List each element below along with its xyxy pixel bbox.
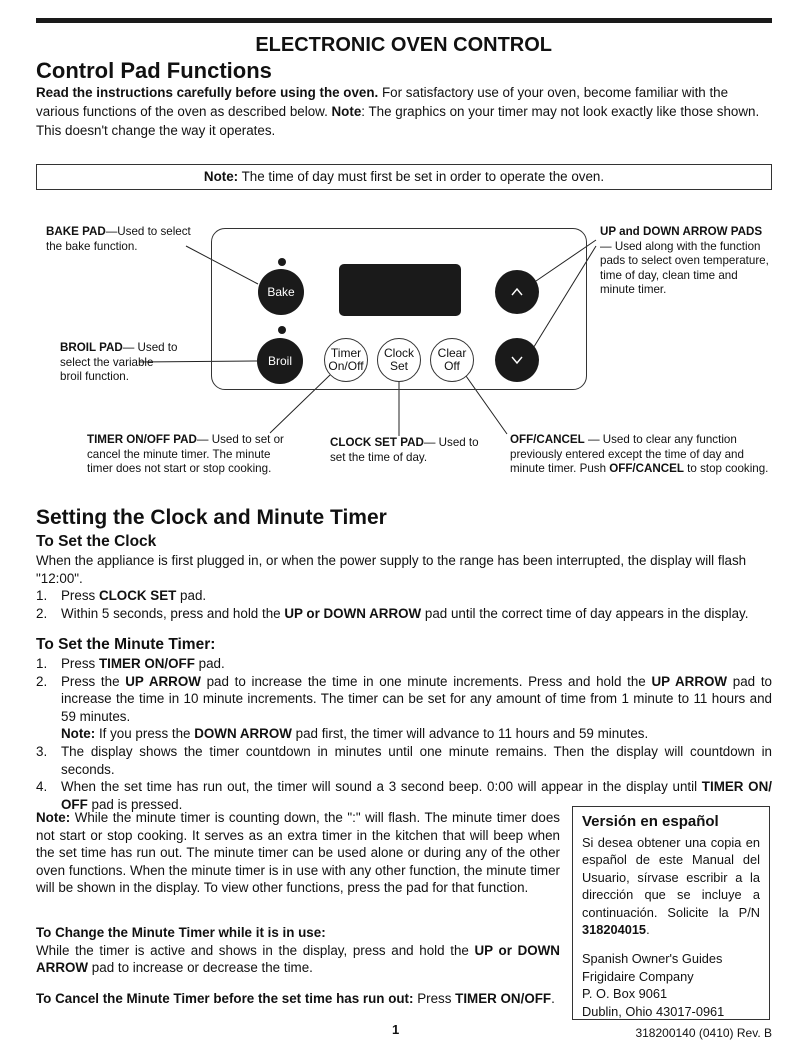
- bake-indicator-light: [278, 258, 286, 266]
- spanish-address-line-4: Dublin, Ohio 43017-0961: [582, 1003, 725, 1019]
- clock-step-1-pre: Press: [61, 588, 99, 604]
- clock-step-2-num: 2.: [36, 605, 48, 621]
- callout-bake: [46, 225, 196, 254]
- callout-arrows: [600, 225, 772, 298]
- clear-off-pad[interactable]: [430, 338, 474, 382]
- timer-step-4-post: pad is pressed.: [87, 796, 183, 812]
- timer-step-2-note-bold: DOWN ARROW: [194, 726, 292, 742]
- callout-timer-text: — Used to set or cancel the minute timer. The minute timer does not start or stop cooking.: [87, 433, 284, 476]
- callout-arrow-text: — Used along with the function pads to select oven temperature, time of day, clean time and minute timer.: [600, 239, 769, 297]
- callout-off-label-2: OFF/CANCEL: [609, 462, 684, 476]
- broil-pad-label: Broil: [267, 354, 292, 368]
- note-paragraph-label: Note:: [36, 810, 71, 825]
- timer-step-1-post: pad.: [194, 656, 225, 671]
- timer-step-3: [36, 743, 772, 778]
- timer-pad-line2: On/Off: [328, 359, 364, 373]
- cancel-timer-section: [36, 990, 566, 1008]
- callout-broil: [60, 341, 178, 385]
- up-arrow-pad[interactable]: [495, 270, 539, 314]
- set-clock-section: [36, 552, 772, 622]
- spanish-text: [582, 834, 760, 938]
- timer-step-2-mid: pad to increase the time in one minute increments. Press and hold the: [200, 673, 652, 689]
- timer-step-4-bold: TIMER ON/ OFF: [61, 779, 772, 812]
- note-paragraph-text: While the minute timer is counting down, the ":" will flash. The minute timer does not start or stop cooking. It serves as an extra timer in the kitchen that will beep when the set time has run out. The minute timer can be used alone or during any of the other oven functions. When the minute timer is in use with any other function, the minute timer will be shown in the display. To view other functions, press the pad for that function.: [36, 810, 560, 896]
- spanish-address-line-2: Frigidaire Company: [582, 968, 694, 984]
- callout-off-text-1: — Used to clear any function previously entered except the time of day and minute timer. Push: [510, 433, 744, 476]
- spanish-part-number: 318204015: [582, 922, 647, 938]
- timer-step-2-num: 2.: [36, 673, 48, 689]
- callout-off-cancel: [510, 433, 772, 477]
- timer-step-3-num: 3.: [36, 743, 48, 759]
- timer-pad-line1: Timer: [330, 346, 362, 360]
- spanish-address: [582, 950, 760, 1020]
- callout-broil-label: BROIL PAD: [60, 341, 123, 354]
- clock-step-1-post: pad.: [176, 588, 207, 604]
- timer-step-1-pre: Press: [61, 656, 99, 671]
- timer-steps: [36, 655, 772, 813]
- control-display: [339, 264, 461, 316]
- change-timer-bold: UP or DOWN ARROW: [36, 942, 560, 976]
- clock-step-2-pre: Within 5 seconds, press and hold the: [61, 605, 285, 621]
- section-title: Control Pad Functions: [36, 58, 272, 83]
- spanish-pn-post: .: [646, 922, 650, 938]
- setting-heading: Setting the Clock and Minute Timer: [36, 506, 387, 529]
- bake-pad[interactable]: [258, 269, 304, 315]
- timer-step-4-num: 4.: [36, 779, 48, 795]
- callout-arrow-label: UP and DOWN ARROW PADS: [600, 225, 763, 238]
- callout-off-label: OFF/CANCEL: [510, 433, 585, 446]
- note-box-label: Note:: [203, 169, 239, 184]
- spanish-address-line-3: P. O. Box 9061: [582, 986, 668, 1002]
- chevron-up-icon: [510, 287, 524, 297]
- set-timer-section: [36, 655, 772, 813]
- chevron-down-icon: [510, 355, 524, 365]
- clock-step-2-bold: UP or DOWN ARROW: [284, 605, 422, 621]
- timer-step-2: [36, 673, 772, 743]
- change-timer-pre: While the timer is active and shows in the display, press and hold the: [36, 942, 475, 958]
- cancel-timer-bold-2: TIMER ON/OFF: [455, 991, 552, 1006]
- timer-step-4-pre: When the set time has run out, the timer will sound a 3 second beep. 0:00 will appear in the display until: [61, 779, 702, 795]
- note-paragraph: [36, 809, 560, 897]
- document-number: 318200140 (0410) Rev. B: [635, 1026, 772, 1040]
- set-clock-intro: When the appliance is first plugged in, or when the power supply to the range has been interrupted, the display will flash "12:00".: [36, 553, 747, 586]
- bake-pad-label: Bake: [267, 285, 295, 299]
- timer-step-3-text: The display shows the timer countdown in minutes until one minute remains. Then the display will countdown in seconds.: [61, 743, 772, 777]
- change-timer-post: pad to increase or decrease the time.: [88, 960, 313, 976]
- cancel-timer-post: .: [551, 991, 555, 1006]
- timer-step-2-note-pre: If you press the: [95, 726, 195, 742]
- callout-clock-label: CLOCK SET PAD: [330, 436, 424, 449]
- change-timer-heading: To Change the Minute Timer while it is in use:: [36, 925, 326, 940]
- callout-clock-text: — Used to set the time of day.: [330, 436, 479, 464]
- callout-clock: [330, 436, 492, 465]
- cancel-timer-bold: To Cancel the Minute Timer before the set time has run out:: [36, 991, 414, 1006]
- clear-pad-line2: Off: [444, 359, 460, 373]
- clock-set-pad[interactable]: [377, 338, 421, 382]
- clock-steps: [36, 587, 772, 622]
- clock-step-2-post: pad until the correct time of day appears in the display.: [421, 605, 749, 621]
- clock-step-1: [36, 587, 772, 605]
- callout-broil-text: — Used to select the variable broil function.: [60, 341, 178, 384]
- clock-step-1-bold: CLOCK SET: [98, 588, 177, 604]
- spanish-heading: Versión en español: [582, 813, 719, 830]
- change-timer-section: [36, 924, 560, 977]
- callout-bake-label: BAKE PAD: [46, 225, 106, 238]
- spanish-text-body: Si desea obtener una copia en español de este Manual del Usuario, sírvase escribir a la dirección que se incluye a continuación. Solicite la P/N: [582, 835, 760, 920]
- intro-bold: Read the instructions carefully before using the oven.: [36, 85, 379, 100]
- note-box-text: The time of day must first be set in order to operate the oven.: [238, 169, 605, 184]
- intro-note-label: Note: [331, 104, 362, 119]
- spanish-version-box: [572, 806, 770, 1020]
- spanish-address-line-1: Spanish Owner's Guides: [582, 951, 723, 967]
- cancel-timer-pre: Press: [413, 991, 456, 1006]
- timer-step-2-note-post: pad first, the timer will advance to 11 hours and 59 minutes.: [291, 726, 649, 742]
- timer-step-2-note-label: Note:: [61, 726, 96, 742]
- timer-step-1: [36, 655, 772, 673]
- broil-pad[interactable]: [257, 338, 303, 384]
- intro-text-2: : The graphics on your timer may not look exactly like those shown. This doesn't change the way it operates.: [36, 104, 760, 138]
- timer-step-2-pre: Press the: [61, 673, 126, 689]
- page-number: 1: [392, 1022, 400, 1037]
- set-clock-heading: To Set the Clock: [36, 533, 157, 550]
- callout-timer: [87, 433, 287, 477]
- clock-pad-line2: Set: [389, 359, 408, 373]
- timer-step-1-num: 1.: [36, 656, 48, 671]
- callout-timer-label: TIMER ON/OFF PAD: [87, 433, 197, 446]
- down-arrow-pad[interactable]: [495, 338, 539, 382]
- clock-pad-line1: Clock: [383, 346, 414, 360]
- timer-step-2-bold-1: UP ARROW: [125, 673, 201, 689]
- document-title: ELECTRONIC OVEN CONTROL: [255, 34, 552, 56]
- callout-bake-text: —Used to select the bake function.: [46, 225, 191, 253]
- timer-step-2-post: pad to increase the time in 10 minute increments. The timer can be set for any amount of time from 1 minute to 11 hours and 59 minutes.: [61, 673, 772, 724]
- intro-text-1: For satisfactory use of your oven, become familiar with the various functions of the oven as described below.: [36, 85, 729, 119]
- clear-pad-line1: Clear: [437, 346, 467, 360]
- broil-indicator-light: [278, 326, 286, 334]
- timer-step-1-bold: TIMER ON/OFF: [98, 656, 195, 671]
- callout-off-text-2: to stop cooking.: [683, 462, 769, 476]
- set-timer-heading: To Set the Minute Timer:: [36, 636, 216, 653]
- clock-step-2: [36, 605, 772, 623]
- clock-step-1-num: 1.: [36, 588, 48, 604]
- timer-step-2-bold-2: UP ARROW: [651, 673, 728, 689]
- timer-on-off-pad[interactable]: [324, 338, 368, 382]
